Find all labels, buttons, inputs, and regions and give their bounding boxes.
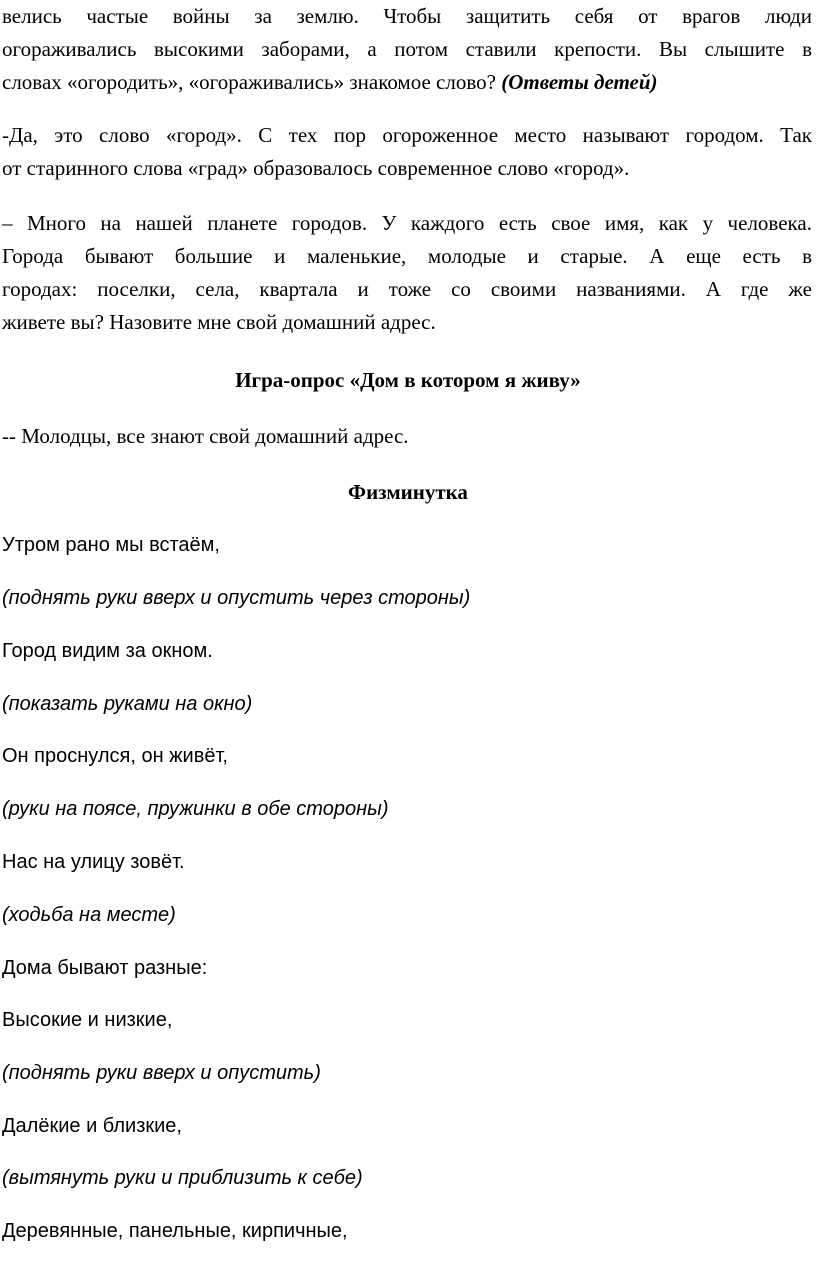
poem-action-note: (ходьба на месте) — [2, 904, 176, 926]
text-line: велись частые войны за землю. Чтобы защитить себя от врагов люди — [2, 4, 812, 28]
text-line: живете вы? Назовите мне свой домашний адрес. — [2, 310, 436, 334]
heading-physical-exercise: Физминутка — [348, 480, 468, 504]
children-answers-note: (Ответы детей) — [501, 70, 658, 94]
text-line: огораживались высокими заборами, а потом ставили крепости. Вы слышите в — [2, 37, 812, 61]
poem-line: Нас на улицу зовёт. — [2, 851, 185, 873]
text-line — [2, 66, 812, 99]
paragraph-well-done — [2, 420, 812, 453]
text-line: Города бывают большие и маленькие, молодые и старые. А еще есть в — [2, 244, 812, 268]
poem-action-note: (вытянуть руки и приблизить к себе) — [2, 1167, 363, 1189]
text-line: -- Молодцы, все знают свой домашний адрес. — [2, 424, 409, 448]
poem-action-note: (показать руками на окно) — [2, 693, 253, 715]
heading-game: Игра-опрос «Дом в котором я живу» — [235, 368, 581, 392]
poem-line: Высокие и низкие, — [2, 1009, 173, 1031]
poem-action-note: (поднять руки вверх и опустить) — [2, 1062, 321, 1084]
poem-action-note: (руки на поясе, пружинки в обе стороны) — [2, 798, 389, 820]
poem-line: Утром рано мы встаём, — [2, 534, 220, 556]
text-line: городах: поселки, села, квартала и тоже со своими названиями. А где же — [2, 277, 812, 301]
poem-line: Он проснулся, он живёт, — [2, 745, 228, 767]
paragraph-gorod — [2, 119, 812, 185]
paragraph-history — [2, 0, 812, 99]
poem-line: Город видим за окном. — [2, 640, 213, 662]
poem-line: Далёкие и близкие, — [2, 1115, 182, 1137]
text-line: от старинного слова «град» образовалось современное слово «город». — [2, 156, 630, 180]
poem-line: Деревянные, панельные, кирпичные, — [2, 1220, 348, 1242]
paragraph-cities — [2, 207, 812, 339]
poem-action-note: (поднять руки вверх и опустить через стороны) — [2, 587, 471, 609]
text-fragment: словах «огородить», «огораживались» знакомое слово? — [2, 70, 502, 94]
text-line: – Много на нашей планете городов. У каждого есть свое имя, как у человека. — [2, 211, 812, 235]
poem-line: Дома бывают разные: — [2, 957, 208, 979]
text-line: -Да, это слово «город». С тех пор огороженное место называют городом. Так — [2, 123, 812, 147]
